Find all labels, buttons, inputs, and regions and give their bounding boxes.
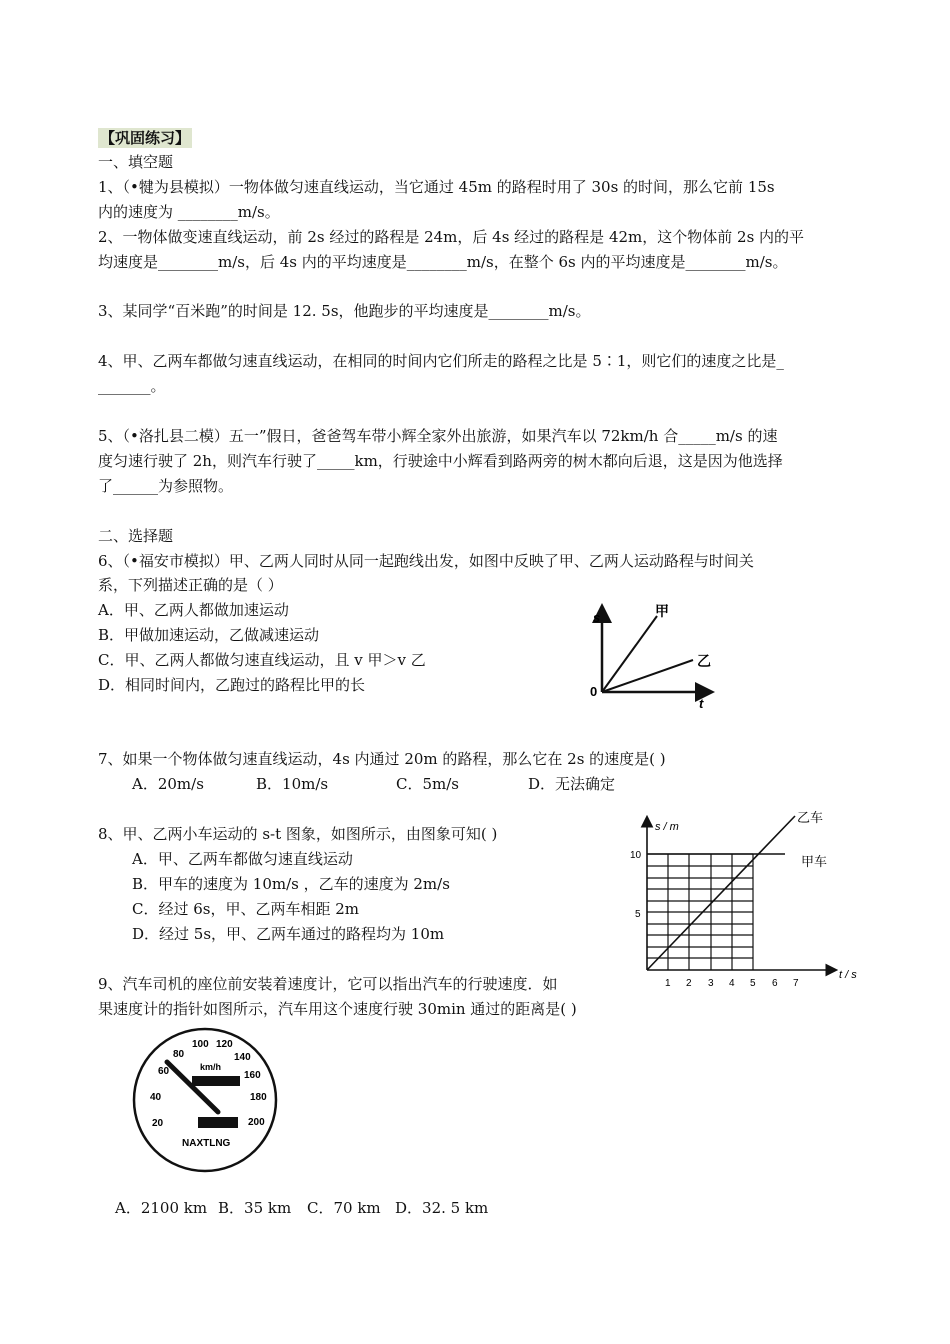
- q5-line2: 度匀速行驶了 2h，则汽车行驶了_____km，行驶途中小辉看到路两旁的树木都向后退，这是因为他选择: [98, 452, 783, 470]
- q8-x-tick-3: 3: [708, 978, 714, 989]
- q4-line1: 4、甲、乙两车都做匀速直线运动，在相同的时间内它们所走的路程之比是 5∶1，则它们的速度之比是_: [98, 352, 784, 370]
- q8-stem: 8、甲、乙两小车运动的 s-t 图象，如图所示，由图象可知( ): [98, 825, 498, 843]
- scale-100: 100: [192, 1039, 209, 1050]
- q6-label-yi: 乙: [697, 653, 711, 669]
- q6-line-yi: [602, 660, 693, 692]
- scale-120: 120: [216, 1039, 233, 1050]
- q6-option-c: C．甲、乙两人都做匀速直线运动，且 v 甲＞v 乙: [98, 651, 426, 669]
- q8-x-tick-7: 7: [793, 978, 799, 989]
- q9-option-a: A．2100 km: [115, 1199, 208, 1217]
- q6-option-b: B．甲做加速运动，乙做减速运动: [98, 626, 320, 644]
- q5-line3: 了______为参照物。: [98, 477, 234, 495]
- q6-option-d: D．相同时间内，乙跑过的路程比甲的长: [98, 676, 366, 694]
- q2-line2: 均速度是________m/s，后 4s 内的平均速度是________m/s，在整个 6s 内的平均速度是________m/s。: [98, 253, 788, 271]
- q9-option-c: C．70 km: [307, 1199, 381, 1217]
- q7-option-c: C．5m/s: [396, 775, 459, 793]
- q8-y-label: s / m: [655, 821, 679, 833]
- q9-line1: 9、汽车司机的座位前安装着速度计，它可以指出汽车的行驶速度．如: [98, 975, 558, 993]
- part2-title: 二、选择题: [98, 527, 174, 545]
- q8-x-tick-6: 6: [772, 978, 778, 989]
- q6-st-graph: [585, 600, 725, 712]
- section-header: 【巩固练习】: [100, 129, 191, 147]
- part1-title: 一、填空题: [98, 153, 174, 171]
- q8-x-tick-4: 4: [729, 978, 735, 989]
- q6-option-a: A．甲、乙两人都做加速运动: [98, 601, 289, 619]
- q8-y-tick-5: 5: [635, 909, 641, 920]
- q8-st-graph: [625, 808, 875, 1003]
- q6-line-jia: [602, 616, 657, 692]
- q8-x-tick-2: 2: [686, 978, 692, 989]
- q6-y-label: s: [593, 610, 601, 625]
- scale-80: 80: [173, 1049, 185, 1060]
- speedometer: [130, 1022, 280, 1177]
- q6-line1: 6、（•福安市模拟）甲、乙两人同时从同一起跑线出发，如图中反映了甲、乙两人运动路程与时间关: [98, 552, 754, 570]
- scale-20: 20: [152, 1118, 164, 1129]
- q8-option-a: A．甲、乙两车都做匀速直线运动: [132, 850, 353, 868]
- q1-line1: 1、（•犍为县模拟）一物体做匀速直线运动，当它通过 45m 的路程时用了 30s 的时间，那么它前 15s: [98, 178, 775, 196]
- q9-option-b: B．35 km: [218, 1199, 292, 1217]
- q4-line2: _______。: [98, 377, 166, 395]
- q1-line2: 内的速度为 ________m/s。: [98, 203, 280, 221]
- speedometer-brand: NAXTLNG: [182, 1138, 231, 1149]
- odometer-upper: [192, 1076, 240, 1086]
- q7-option-d: D．无法确定: [528, 775, 616, 793]
- q7-option-b: B．10m/s: [256, 775, 329, 793]
- q8-option-c: C．经过 6s，甲、乙两车相距 2m: [132, 900, 360, 918]
- q8-label-jia: 甲车: [801, 854, 828, 869]
- q2-line1: 2、一物体做变速直线运动，前 2s 经过的路程是 24m，后 4s 经过的路程是 42m，这个物体前 2s 内的平: [98, 228, 805, 246]
- odometer-lower: [198, 1117, 238, 1128]
- q8-x-tick-1: 1: [665, 978, 671, 989]
- q8-y-tick-10: 10: [630, 850, 642, 861]
- scale-180: 180: [250, 1092, 267, 1103]
- scale-40: 40: [150, 1092, 162, 1103]
- q6-origin: 0: [590, 684, 598, 699]
- scale-60: 60: [158, 1066, 170, 1077]
- q6-label-jia: 甲: [655, 603, 669, 619]
- q9-option-d: D．32. 5 km: [395, 1199, 489, 1217]
- scale-160: 160: [244, 1070, 261, 1081]
- scale-140: 140: [234, 1052, 251, 1063]
- q3: 3、某同学“百米跑”的时间是 12. 5s，他跑步的平均速度是________m/s。: [98, 302, 591, 320]
- q8-label-yi: 乙车: [797, 810, 824, 825]
- q7-option-a: A．20m/s: [132, 775, 204, 793]
- q8-x-label: t / s: [839, 969, 857, 981]
- scale-200: 200: [248, 1117, 265, 1128]
- speedometer-unit: km/h: [200, 1062, 222, 1072]
- q9-line2: 果速度计的指针如图所示，汽车用这个速度行驶 30min 通过的距离是( ): [98, 1000, 577, 1018]
- q6-line2: 系，下列描述正确的是（ ）: [98, 576, 283, 594]
- q8-option-d: D．经过 5s，甲、乙两车通过的路程均为 10m: [132, 925, 445, 943]
- q8-x-tick-5: 5: [750, 978, 756, 989]
- q5-line1: 5、（•洛扎县二模）五一”假日，爸爸驾车带小辉全家外出旅游，如果汽车以 72km/h 合_____m/s 的速: [98, 427, 778, 445]
- q8-option-b: B．甲车的速度为 10m/s ，乙车的速度为 2m/s: [132, 875, 450, 893]
- q6-x-label: t: [699, 696, 704, 711]
- q7-stem: 7、如果一个物体做匀速直线运动，4s 内通过 20m 的路程，那么它在 2s 的速度是( ): [98, 750, 666, 768]
